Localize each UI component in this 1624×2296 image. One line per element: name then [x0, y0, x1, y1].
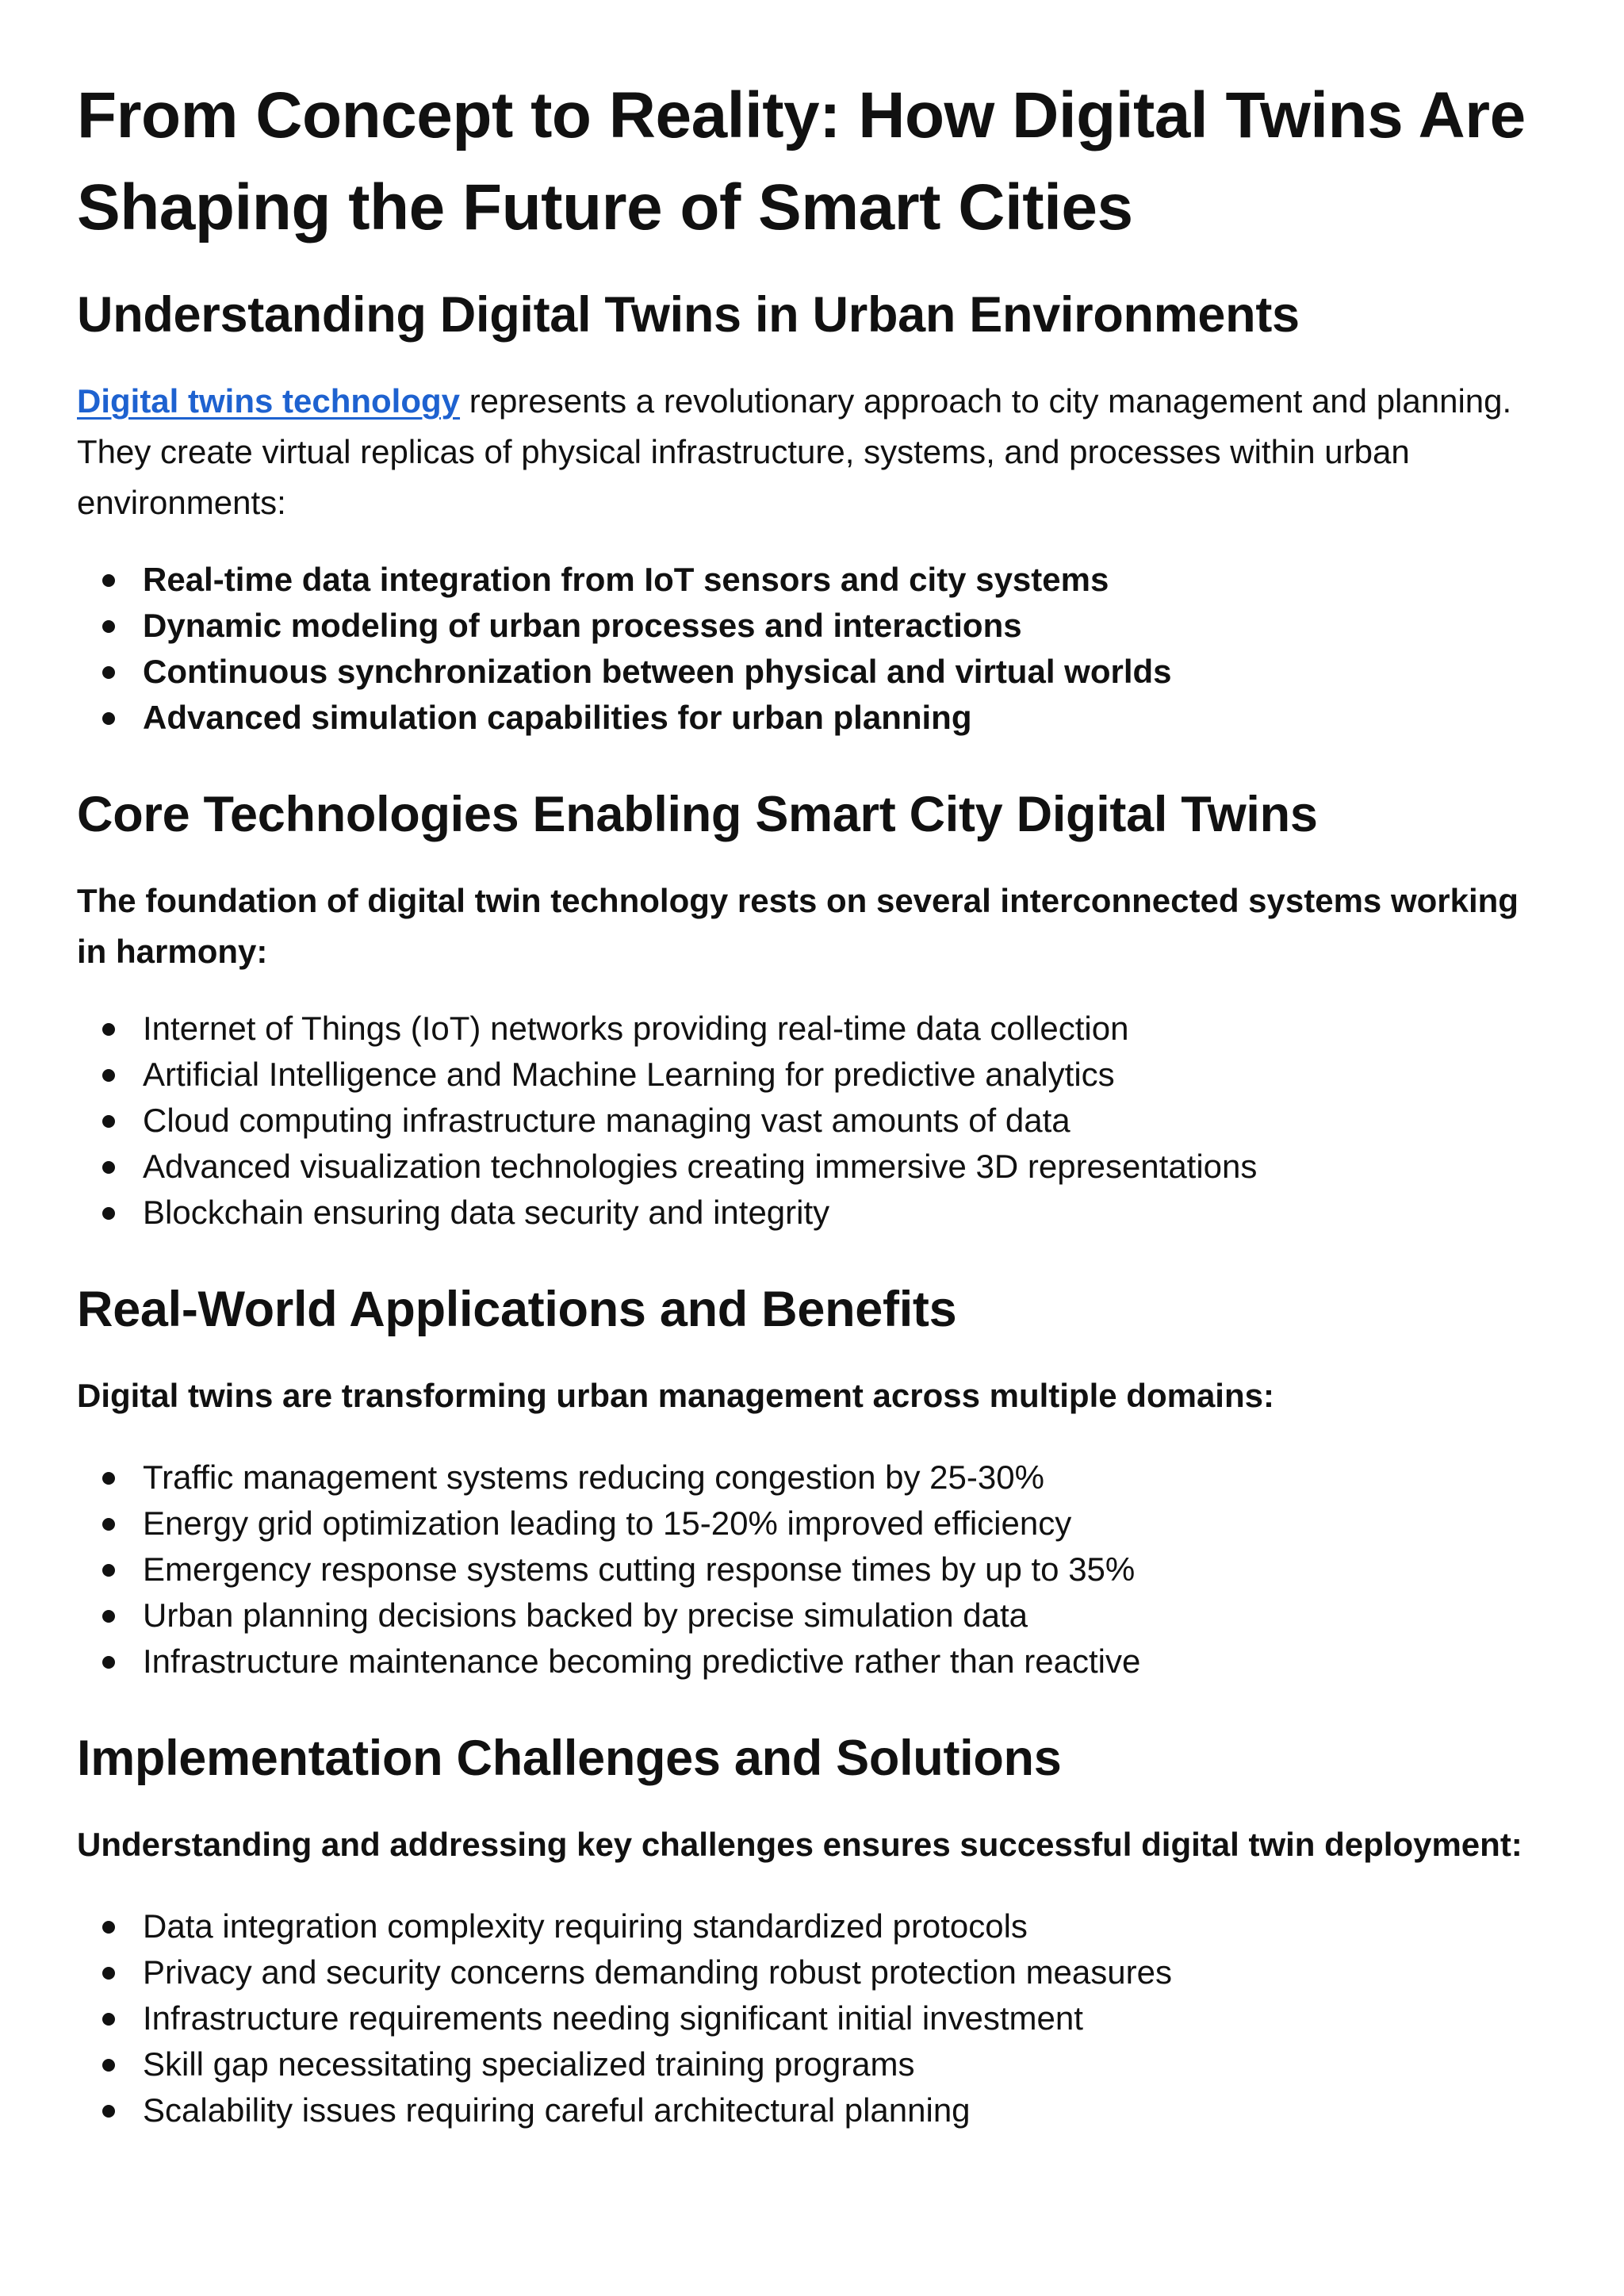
intro-text: represents a revolutionary approach to city management and planning. They create virtual replicas of physical infrastructure, systems, and processes within urban environments:: [77, 382, 1512, 521]
bullet-icon: [102, 1656, 115, 1669]
bullet-icon: [102, 1161, 115, 1174]
challenges-lead: Understanding and addressing key challenges ensures successful digital twin deployment:: [77, 1826, 1522, 1863]
bullet-icon: [102, 1207, 115, 1220]
page-title: From Concept to Reality: How Digital Twins Are Shaping the Future of Smart Cities: [77, 79, 1526, 243]
list-item: Privacy and security concerns demanding robust protection measures: [77, 1949, 1553, 1995]
bullet-icon: [102, 2105, 115, 2118]
applications-lead: Digital twins are transforming urban management across multiple domains:: [77, 1377, 1274, 1414]
list-item: Continuous synchronization between physical and virtual worlds: [77, 649, 1553, 695]
bullet-icon: [102, 1610, 115, 1623]
list-item: Blockchain ensuring data security and integrity: [77, 1190, 1553, 1236]
list-item: Data integration complexity requiring standardized protocols: [77, 1903, 1553, 1949]
challenges-list: [77, 1903, 1553, 2133]
list-item: Cloud computing infrastructure managing vast amounts of data: [77, 1098, 1553, 1144]
bullet-icon: [102, 1023, 115, 1036]
core-technologies-lead: The foundation of digital twin technology rests on several interconnected systems working in harmony:: [77, 882, 1519, 970]
bullet-icon: [102, 574, 115, 587]
list-item: Real-time data integration from IoT sensors and city systems: [77, 557, 1553, 603]
list-item: Emergency response systems cutting response times by up to 35%: [77, 1547, 1553, 1593]
list-item: Advanced visualization technologies creating immersive 3D representations: [77, 1144, 1553, 1190]
list-item: Infrastructure maintenance becoming predictive rather than reactive: [77, 1639, 1553, 1685]
list-item: Artificial Intelligence and Machine Learning for predictive analytics: [77, 1052, 1553, 1098]
bullet-icon: [102, 1069, 115, 1082]
bullet-icon: [102, 620, 115, 633]
list-item: Dynamic modeling of urban processes and interactions: [77, 603, 1553, 649]
bullet-icon: [102, 1518, 115, 1531]
digital-twins-technology-link[interactable]: Digital twins technology: [77, 382, 461, 420]
bullet-icon: [102, 1564, 115, 1577]
bullet-icon: [102, 1921, 115, 1934]
list-item: Scalability issues requiring careful architectural planning: [77, 2087, 1553, 2133]
list-item: Advanced simulation capabilities for urban planning: [77, 695, 1553, 741]
list-item: Internet of Things (IoT) networks providing real-time data collection: [77, 1006, 1553, 1052]
applications-list: [77, 1455, 1553, 1685]
list-item: Skill gap necessitating specialized training programs: [77, 2041, 1553, 2087]
bullet-icon: [102, 666, 115, 679]
bullet-icon: [102, 1472, 115, 1485]
list-item: Infrastructure requirements needing significant initial investment: [77, 1995, 1553, 2041]
core-technologies-list: [77, 1006, 1553, 1236]
section-heading-applications: Real-World Applications and Benefits: [77, 1282, 957, 1337]
section-heading-understanding: Understanding Digital Twins in Urban Environments: [77, 287, 1300, 343]
section-heading-challenges: Implementation Challenges and Solutions: [77, 1731, 1062, 1786]
section-heading-core-technologies: Core Technologies Enabling Smart City Digital Twins: [77, 787, 1318, 842]
bullet-icon: [102, 2013, 115, 2026]
intro-paragraph: [77, 376, 1553, 528]
bullet-icon: [102, 1967, 115, 1980]
understanding-list: [77, 557, 1553, 741]
bullet-icon: [102, 1115, 115, 1128]
list-item: Traffic management systems reducing congestion by 25-30%: [77, 1455, 1553, 1501]
bullet-icon: [102, 2059, 115, 2072]
bullet-icon: [102, 712, 115, 725]
list-item: Energy grid optimization leading to 15-20% improved efficiency: [77, 1501, 1553, 1547]
list-item: Urban planning decisions backed by precise simulation data: [77, 1593, 1553, 1639]
